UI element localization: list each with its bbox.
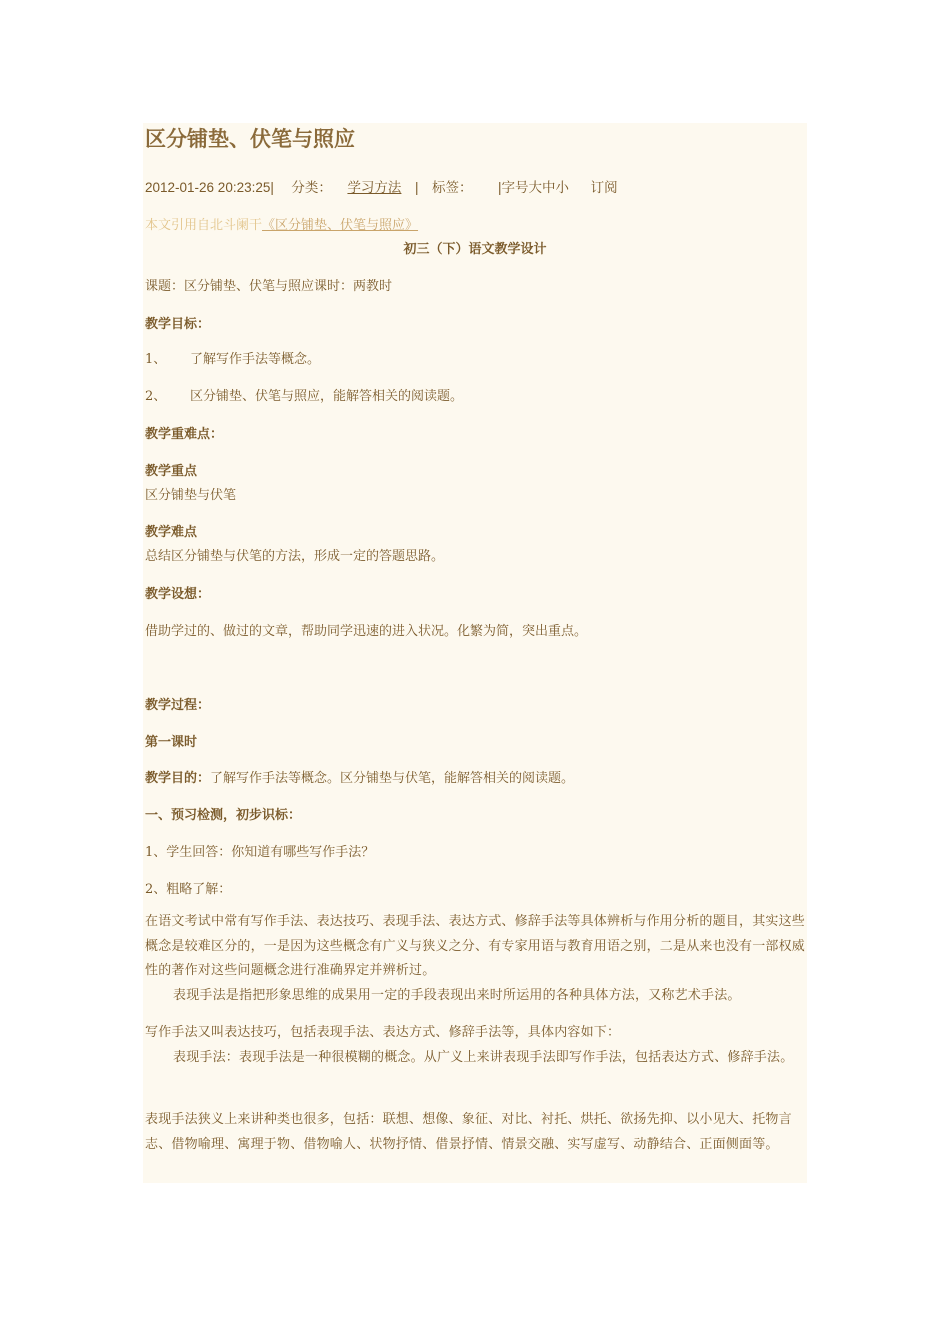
paragraph-5 — [145, 1108, 807, 1157]
goal-item-1 — [145, 348, 320, 367]
category-link[interactable]: 学习方法 — [347, 180, 402, 195]
article-meta — [145, 176, 618, 196]
purpose-label: 教学目的： — [145, 771, 211, 786]
question-2: 2、粗略了解： — [145, 882, 232, 897]
lesson-purpose — [145, 767, 574, 786]
meta-separator: | — [414, 180, 419, 195]
lesson-1-heading: 第一课时 — [145, 735, 198, 750]
goal-1-number: 1、 — [145, 352, 167, 367]
paragraph-3-text: 写作手法又叫表达技巧，包括表现手法、表达方式、修辞手法等，具体内容如下： — [145, 1025, 621, 1040]
subscribe-link[interactable]: 订阅 — [590, 180, 618, 195]
article-container — [143, 123, 807, 1183]
paragraph-3 — [145, 1021, 807, 1070]
purpose-text: 了解写作手法等概念。区分铺垫与伏笔，能解答相关的阅读题。 — [210, 771, 575, 786]
paragraph-1 — [145, 910, 807, 1009]
tags-label: 标签： — [432, 180, 473, 195]
goal-2-number: 2、 — [145, 389, 167, 404]
question-1: 1、学生回答：你知道有哪些写作手法？ — [145, 845, 375, 860]
idea-text: 借助学过的、做过的文章，帮助同学迅速的进入状况。化繁为简，突出重点。 — [145, 624, 588, 639]
article-datetime: 2012-01-26 20:23:25| — [145, 180, 274, 195]
goals-heading: 教学目标： — [145, 317, 211, 332]
category-label: 分类： — [291, 180, 332, 195]
goal-2-text: 区分铺垫、伏笔与照应，能解答相关的阅读题。 — [190, 389, 464, 404]
hard-point-text: 总结区分铺垫与伏笔的方法，形成一定的答题思路。 — [145, 549, 445, 564]
article-subtitle: 初三（下）语文教学设计 — [403, 242, 547, 257]
citation-link[interactable]: 《区分铺垫、伏笔与照应》 — [262, 218, 419, 233]
article-title: 区分铺垫、伏笔与照应 — [145, 127, 355, 151]
citation — [145, 214, 418, 233]
paragraph-2-text: 表现手法是指把形象思维的成果用一定的手段表现出来时所运用的各种具体方法，又称艺术手法。 — [173, 988, 741, 1004]
key-point-text: 区分铺垫与伏笔 — [145, 488, 237, 503]
difficulty-heading: 教学重难点： — [145, 427, 224, 442]
idea-heading: 教学设想： — [145, 587, 211, 602]
process-heading: 教学过程： — [145, 698, 211, 713]
key-point-heading: 教学重点 — [145, 464, 198, 479]
font-size-control[interactable]: |字号大中小 — [498, 180, 570, 195]
goal-item-2 — [145, 385, 463, 404]
paragraph-1-text: 在语文考试中常有写作手法、表达技巧、表现手法、表达方式、修辞手法等具体辨析与作用分析的题目，其实这些概念是较难区分的，一是因为这些概念有广义与狭义之分、有专家用语与教育用语之别，二是从来也没有一部权威性的著作对这些问题概念进行准确界定并辨析过。 — [145, 914, 806, 979]
section-1-heading: 一、预习检测，初步识标： — [145, 808, 302, 823]
citation-prefix: 本文引用自北斗阑干 — [145, 218, 263, 233]
hard-point-heading: 教学难点 — [145, 525, 198, 540]
paragraph-5-text: 表现手法狭义上来讲种类也很多，包括：联想、想像、象征、对比、衬托、烘托、欲扬先抑、以小见大、托物言志、借物喻理、寓理于物、借物喻人、状物抒情、借景抒情、情景交融、实写虚写、动静结合、正面侧面等。 — [145, 1112, 792, 1152]
paragraph-4-text: 表现手法：表现手法是一种很模糊的概念。从广义上来讲表现手法即写作手法，包括表达方式、修辞手法。 — [173, 1049, 794, 1065]
lesson-topic: 课题：区分铺垫、伏笔与照应课时：两教时 — [145, 279, 393, 294]
goal-1-text: 了解写作手法等概念。 — [190, 352, 321, 367]
